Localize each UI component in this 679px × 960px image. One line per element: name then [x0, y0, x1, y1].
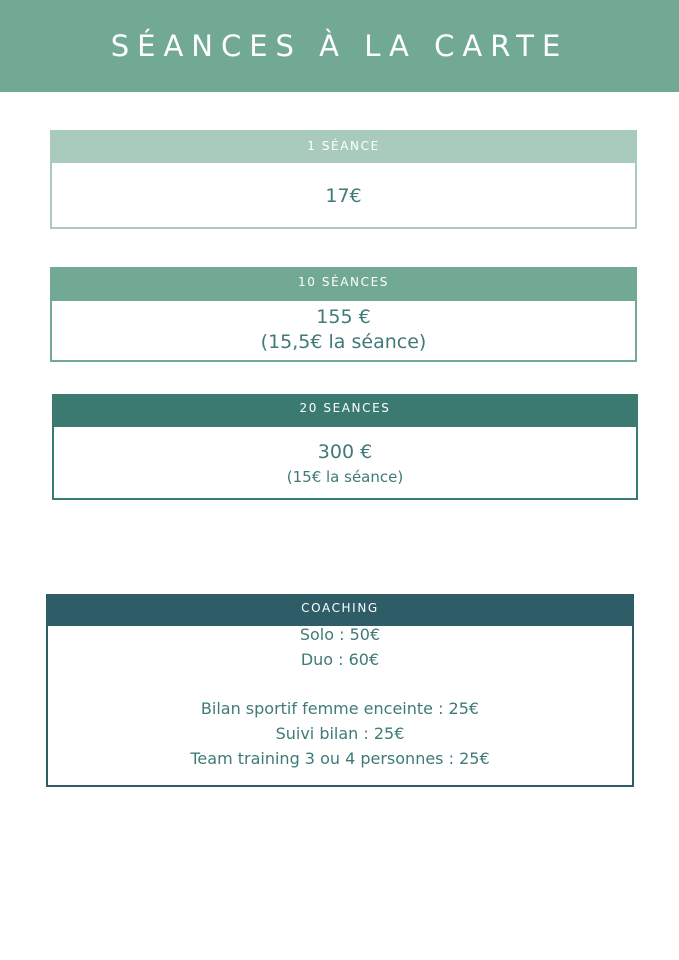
coaching-line-team: Team training 3 ou 4 personnes : 25€	[190, 748, 490, 768]
card-price: 17€	[325, 185, 362, 207]
card-price: 300 €	[317, 441, 373, 463]
coaching-line-bilan: Bilan sportif femme enceinte : 25€	[200, 699, 480, 719]
card-header: 1 SÉANCE	[50, 130, 637, 163]
pricing-card-coaching	[46, 594, 634, 787]
pricing-card-1-seance	[50, 130, 637, 229]
card-body	[46, 619, 634, 787]
coaching-line-solo: Solo : 50€	[299, 625, 381, 644]
card-header: 10 SÉANCES	[50, 267, 637, 301]
page-title: SÉANCES À LA CARTE	[110, 29, 569, 63]
card-price: 155 €	[316, 306, 371, 328]
coaching-line-duo: Duo : 60€	[300, 649, 380, 669]
card-body	[52, 427, 638, 500]
pricing-card-10-seances	[50, 267, 637, 362]
card-body	[50, 301, 637, 362]
coaching-list	[48, 619, 632, 772]
card-per-session: (15€ la séance)	[286, 468, 404, 486]
card-header: COACHING	[46, 594, 634, 626]
card-header: 20 SEANCES	[52, 394, 638, 427]
coaching-line-suivi: Suivi bilan : 25€	[275, 724, 405, 744]
card-per-session: (15,5€ la séance)	[260, 331, 427, 353]
pricing-card-20-seances	[52, 394, 638, 500]
card-body	[50, 163, 637, 229]
coaching-line-spacer	[48, 673, 632, 698]
title-banner	[0, 0, 679, 92]
